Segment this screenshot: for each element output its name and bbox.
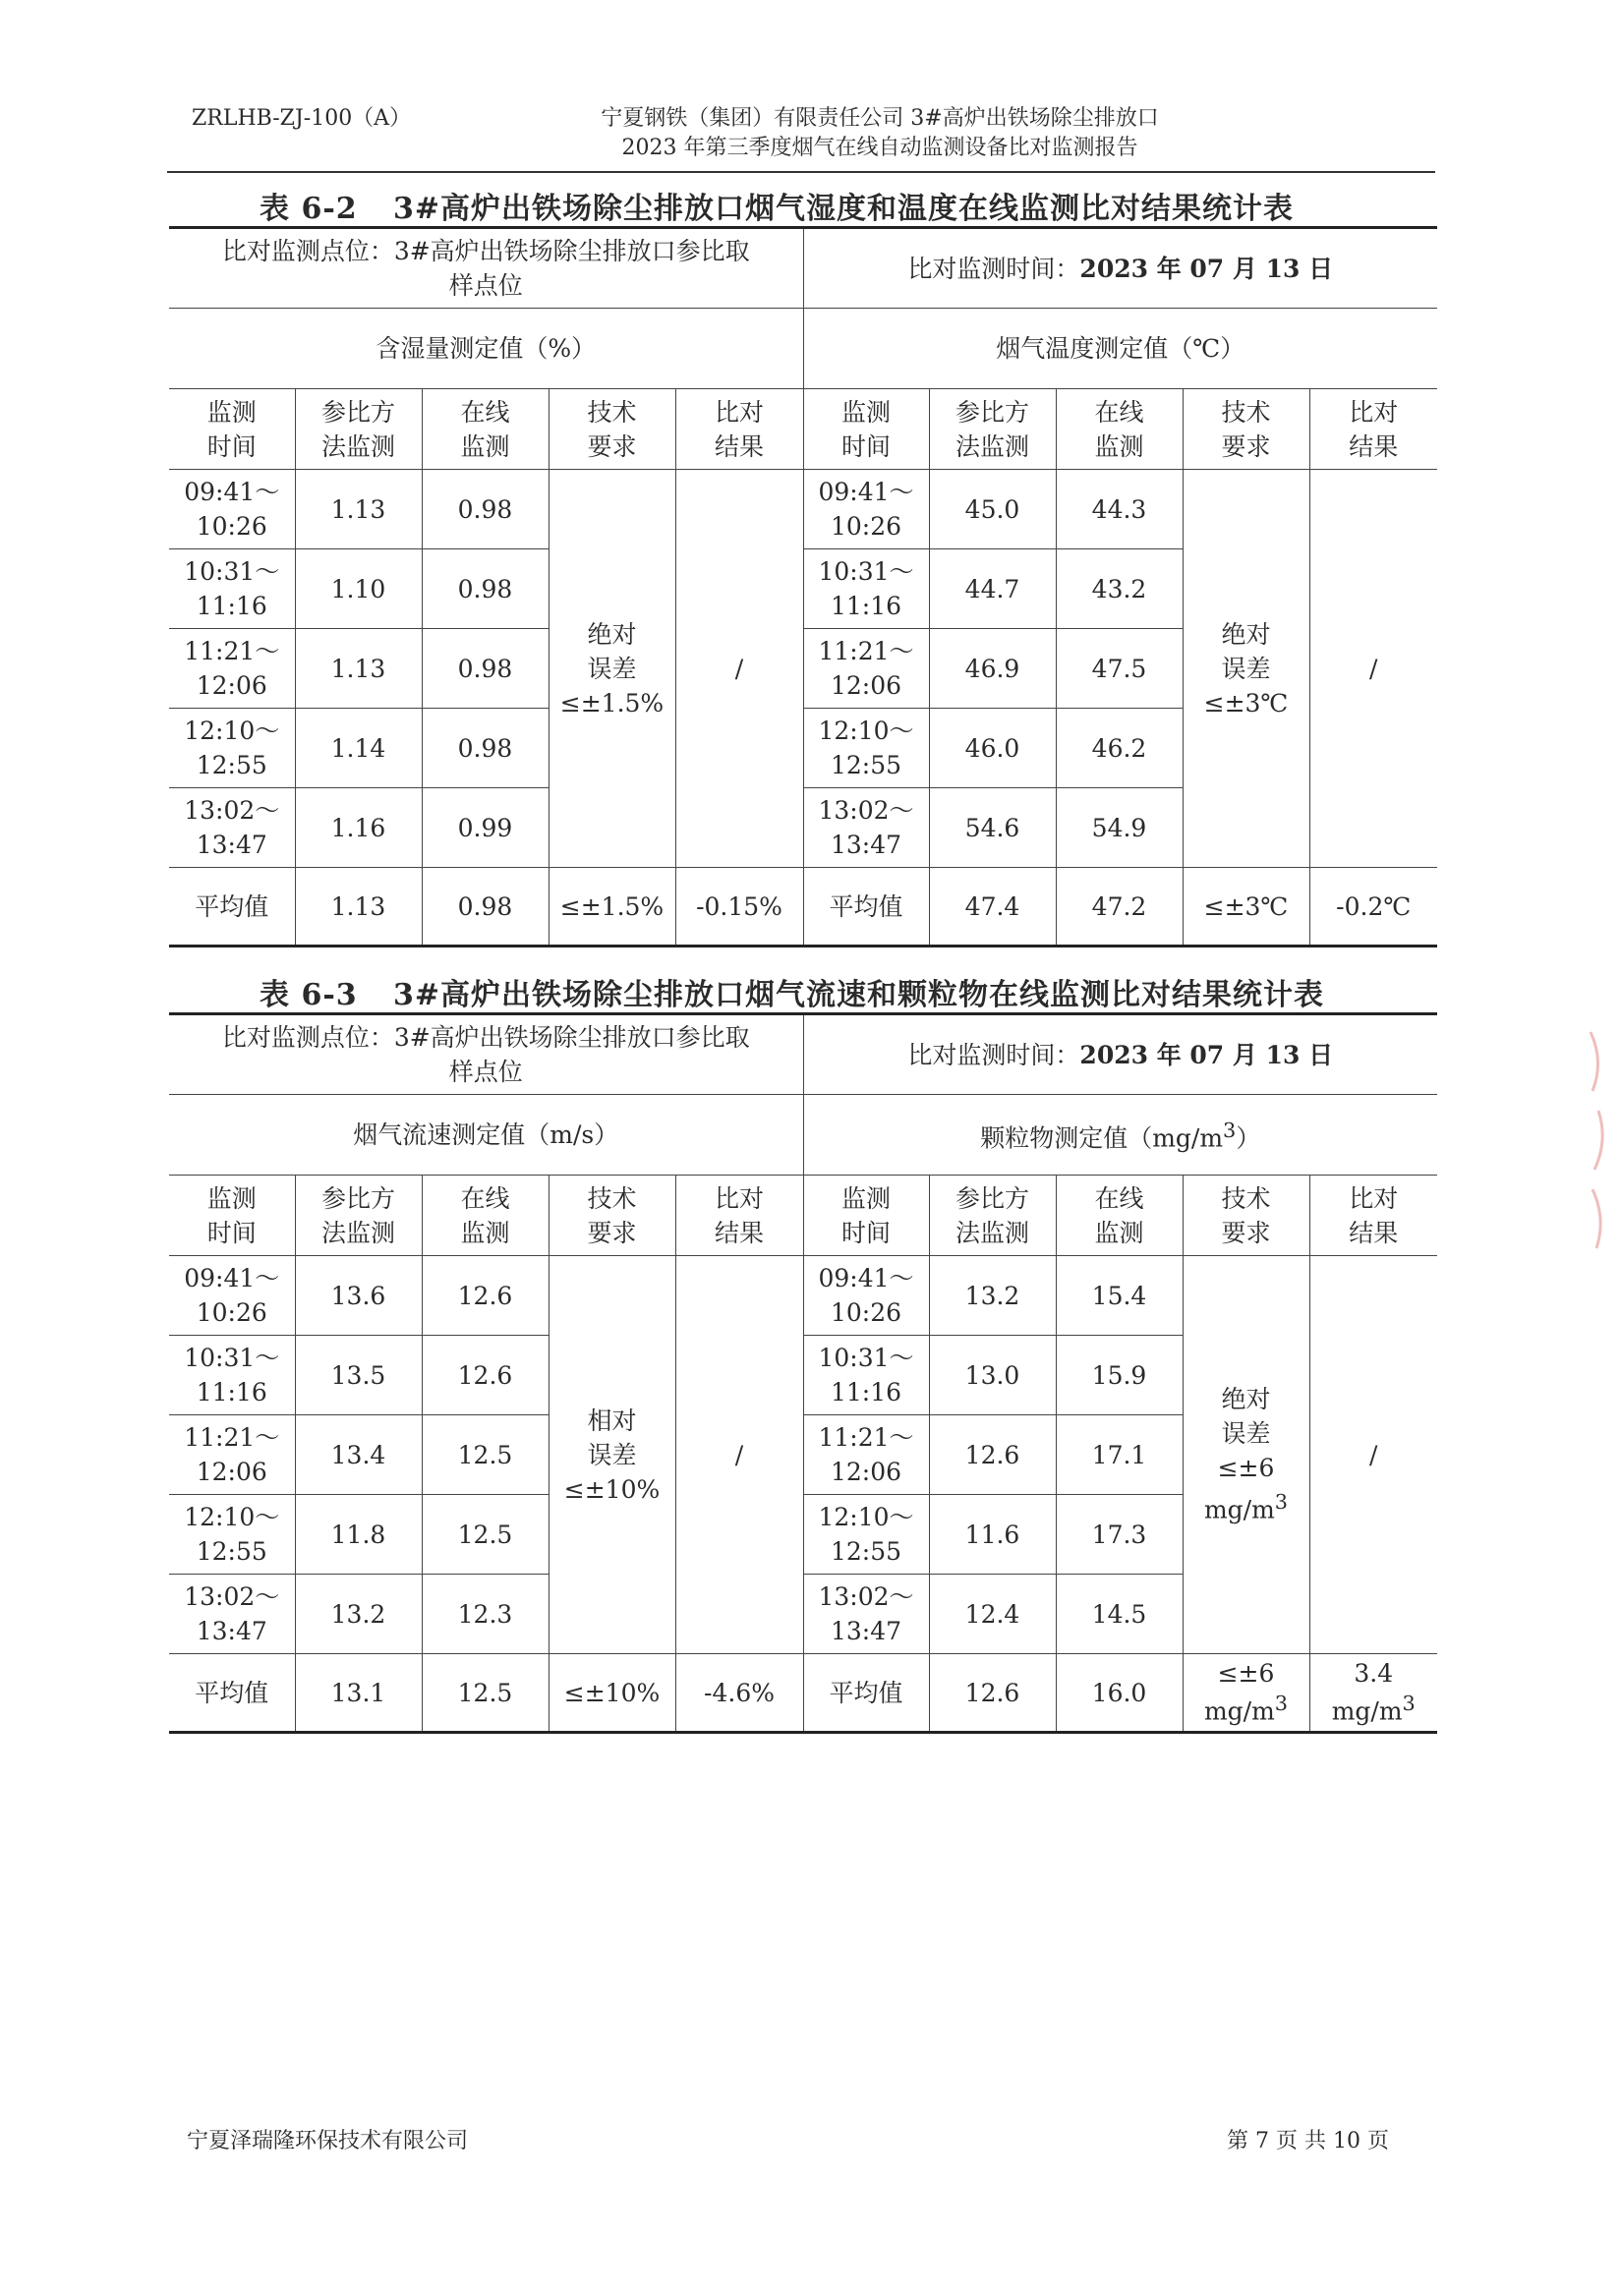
avg-result: 3.4 $mg/m^3$ (1309, 1654, 1437, 1733)
cell-time: 12:10～ 12:55 (169, 709, 295, 788)
cell-time: 13:02～ 13:47 (803, 788, 929, 868)
particulate-tech-requirement: 绝对 误差 ≤±6 $mg/m^3$ (1183, 1256, 1309, 1654)
cell-time: 11:21～ 12:06 (803, 1415, 929, 1495)
table2-monitoring-date: 比对监测时间：2023 年 07 月 13 日 (803, 1014, 1437, 1095)
cell-time: 13:02～ 13:47 (169, 788, 295, 868)
avg-online: 12.5 (422, 1654, 549, 1733)
col-online: 在线 监测 (422, 389, 549, 470)
avg-result: -4.6% (675, 1654, 803, 1733)
cell-ref: 13.4 (295, 1415, 422, 1495)
table1-humidity-section: 含湿量测定值（%） (169, 309, 803, 389)
col-tech: 技术 要求 (1183, 1176, 1309, 1256)
avg-tech: ≤±10% (549, 1654, 675, 1733)
avg-tech: ≤±1.5% (549, 868, 675, 947)
cell-time: 10:31～ 11:16 (169, 1336, 295, 1415)
avg-label: 平均值 (169, 1654, 295, 1733)
col-result: 比对 结果 (1309, 1176, 1437, 1256)
col-ref: 参比方 法监测 (929, 389, 1056, 470)
avg-online: 16.0 (1056, 1654, 1183, 1733)
cell-online: 12.3 (422, 1575, 549, 1654)
col-ref: 参比方 法监测 (929, 1176, 1056, 1256)
cell-ref: 45.0 (929, 470, 1056, 549)
cell-ref: 44.7 (929, 549, 1056, 629)
cell-ref: 1.14 (295, 709, 422, 788)
col-ref: 参比方 法监测 (295, 1176, 422, 1256)
avg-label: 平均值 (169, 868, 295, 947)
col-result: 比对 结果 (675, 1176, 803, 1256)
table1-monitoring-date: 比对监测时间：2023 年 07 月 13 日 (803, 228, 1437, 309)
cell-online: 0.98 (422, 629, 549, 709)
cell-time: 13:02～ 13:47 (169, 1575, 295, 1654)
table1-number: 表 6-2 (260, 192, 358, 226)
table1-monitoring-point: 比对监测点位：3#高炉出铁场除尘排放口参比取 样点位 (169, 228, 803, 309)
avg-online: 47.2 (1056, 868, 1183, 947)
velocity-result: / (675, 1256, 803, 1654)
col-tech: 技术 要求 (1183, 389, 1309, 470)
table2-monitoring-point: 比对监测点位：3#高炉出铁场除尘排放口参比取 样点位 (169, 1014, 803, 1095)
cell-time: 09:41～ 10:26 (803, 1256, 929, 1336)
cell-online: 0.99 (422, 788, 549, 868)
cell-time: 09:41～ 10:26 (169, 470, 295, 549)
cell-online: 44.3 (1056, 470, 1183, 549)
col-online: 在线 监测 (422, 1176, 549, 1256)
cell-online: 46.2 (1056, 709, 1183, 788)
avg-ref: 47.4 (929, 868, 1056, 947)
cell-time: 13:02～ 13:47 (803, 1575, 929, 1654)
table-row (169, 470, 1437, 549)
cell-online: 17.3 (1056, 1495, 1183, 1575)
table2-title-text: 3#高炉出铁场除尘排放口烟气流速和颗粒物在线监测比对结果统计表 (393, 978, 1325, 1012)
cell-online: 12.5 (422, 1495, 549, 1575)
col-tech: 技术 要求 (549, 1176, 675, 1256)
avg-ref: 12.6 (929, 1654, 1056, 1733)
cell-ref: 12.6 (929, 1415, 1056, 1495)
cell-ref: 1.13 (295, 470, 422, 549)
cell-ref: 13.2 (929, 1256, 1056, 1336)
avg-online: 0.98 (422, 868, 549, 947)
cell-ref: 1.10 (295, 549, 422, 629)
cell-time: 10:31～ 11:16 (169, 549, 295, 629)
cell-time: 09:41～ 10:26 (169, 1256, 295, 1336)
table2-particulate-section: 颗粒物测定值$(mg/m^3)$ (803, 1095, 1437, 1176)
cell-ref: 46.0 (929, 709, 1056, 788)
cell-online: 54.9 (1056, 788, 1183, 868)
cell-online: 12.6 (422, 1256, 549, 1336)
temperature-tech-requirement: 绝对 误差 ≤±3℃ (1183, 470, 1309, 868)
cell-online: 17.1 (1056, 1415, 1183, 1495)
cell-time: 12:10～ 12:55 (803, 1495, 929, 1575)
cell-time: 09:41～ 10:26 (803, 470, 929, 549)
table2-velocity-section: 烟气流速测定值（m/s） (169, 1095, 803, 1176)
avg-label: 平均值 (803, 868, 929, 947)
cell-time: 12:10～ 12:55 (169, 1495, 295, 1575)
cell-online: 0.98 (422, 549, 549, 629)
table-row (169, 1256, 1437, 1336)
cell-ref: 13.2 (295, 1575, 422, 1654)
cell-ref: 46.9 (929, 629, 1056, 709)
humidity-result: / (675, 470, 803, 868)
col-result: 比对 结果 (675, 389, 803, 470)
col-online: 在线 监测 (1056, 389, 1183, 470)
table1-column-headers (169, 389, 1437, 470)
table2-number: 表 6-3 (260, 978, 358, 1012)
cell-online: 0.98 (422, 709, 549, 788)
cell-online: 15.9 (1056, 1336, 1183, 1415)
col-online: 在线 监测 (1056, 1176, 1183, 1256)
cell-time: 10:31～ 11:16 (803, 549, 929, 629)
table2-average-row (169, 1654, 1437, 1733)
cell-online: 12.5 (422, 1415, 549, 1495)
col-result: 比对 结果 (1309, 389, 1437, 470)
cell-time: 11:21～ 12:06 (169, 1415, 295, 1495)
cell-time: 11:21～ 12:06 (169, 629, 295, 709)
cell-ref: 13.6 (295, 1256, 422, 1336)
cell-ref: 12.4 (929, 1575, 1056, 1654)
cell-time: 10:31～ 11:16 (803, 1336, 929, 1415)
table2-title (169, 970, 1437, 1012)
col-tech: 技术 要求 (549, 389, 675, 470)
table1-humidity-temperature (169, 226, 1437, 947)
cell-ref: 13.5 (295, 1336, 422, 1415)
avg-tech: ≤±3℃ (1183, 868, 1309, 947)
avg-ref: 13.1 (295, 1654, 422, 1733)
humidity-tech-requirement: 绝对 误差 ≤±1.5% (549, 470, 675, 868)
table1-title (169, 184, 1437, 226)
footer-company: 宁夏泽瑞隆环保技术有限公司 (187, 2129, 469, 2153)
document-code: ZRLHB-ZJ-100（A） (192, 106, 412, 131)
avg-label: 平均值 (803, 1654, 929, 1733)
col-ref: 参比方 法监测 (295, 389, 422, 470)
particulate-result: / (1309, 1256, 1437, 1654)
cell-online: 14.5 (1056, 1575, 1183, 1654)
avg-result: -0.15% (675, 868, 803, 947)
col-time: 监测 时间 (169, 1176, 295, 1256)
cell-time: 11:21～ 12:06 (803, 629, 929, 709)
col-time: 监测 时间 (803, 1176, 929, 1256)
cell-online: 15.4 (1056, 1256, 1183, 1336)
footer-pagination: 第 7 页 共 10 页 (1227, 2129, 1389, 2153)
cell-ref: 11.6 (929, 1495, 1056, 1575)
cell-online: 47.5 (1056, 629, 1183, 709)
avg-ref: 1.13 (295, 868, 422, 947)
avg-tech: ≤±6 $mg/m^3$ (1183, 1654, 1309, 1733)
col-time: 监测 时间 (803, 389, 929, 470)
cell-time: 12:10～ 12:55 (803, 709, 929, 788)
cell-ref: 11.8 (295, 1495, 422, 1575)
report-header-line2: 2023 年第三季度烟气在线自动监测设备比对监测报告 (621, 136, 1138, 160)
table1-title-text: 3#高炉出铁场除尘排放口烟气湿度和温度在线监测比对结果统计表 (393, 192, 1295, 226)
cell-online: 43.2 (1056, 549, 1183, 629)
cell-ref: 1.13 (295, 629, 422, 709)
avg-result: -0.2℃ (1309, 868, 1437, 947)
cell-ref: 54.6 (929, 788, 1056, 868)
col-time: 监测 时间 (169, 389, 295, 470)
cell-online: 12.6 (422, 1336, 549, 1415)
table1-average-row (169, 868, 1437, 947)
cell-online: 0.98 (422, 470, 549, 549)
table2-column-headers (169, 1176, 1437, 1256)
header-divider (167, 171, 1435, 173)
seal-fragment-icon (1585, 1022, 1614, 1258)
cell-ref: 1.16 (295, 788, 422, 868)
temperature-result: / (1309, 470, 1437, 868)
velocity-tech-requirement: 相对 误差 ≤±10% (549, 1256, 675, 1654)
table2-velocity-particulate (169, 1012, 1437, 1734)
cell-ref: 13.0 (929, 1336, 1056, 1415)
table1-temperature-section: 烟气温度测定值（℃） (803, 309, 1437, 389)
report-header-line1: 宁夏钢铁（集团）有限责任公司 3#高炉出铁场除尘排放口 (601, 106, 1159, 131)
